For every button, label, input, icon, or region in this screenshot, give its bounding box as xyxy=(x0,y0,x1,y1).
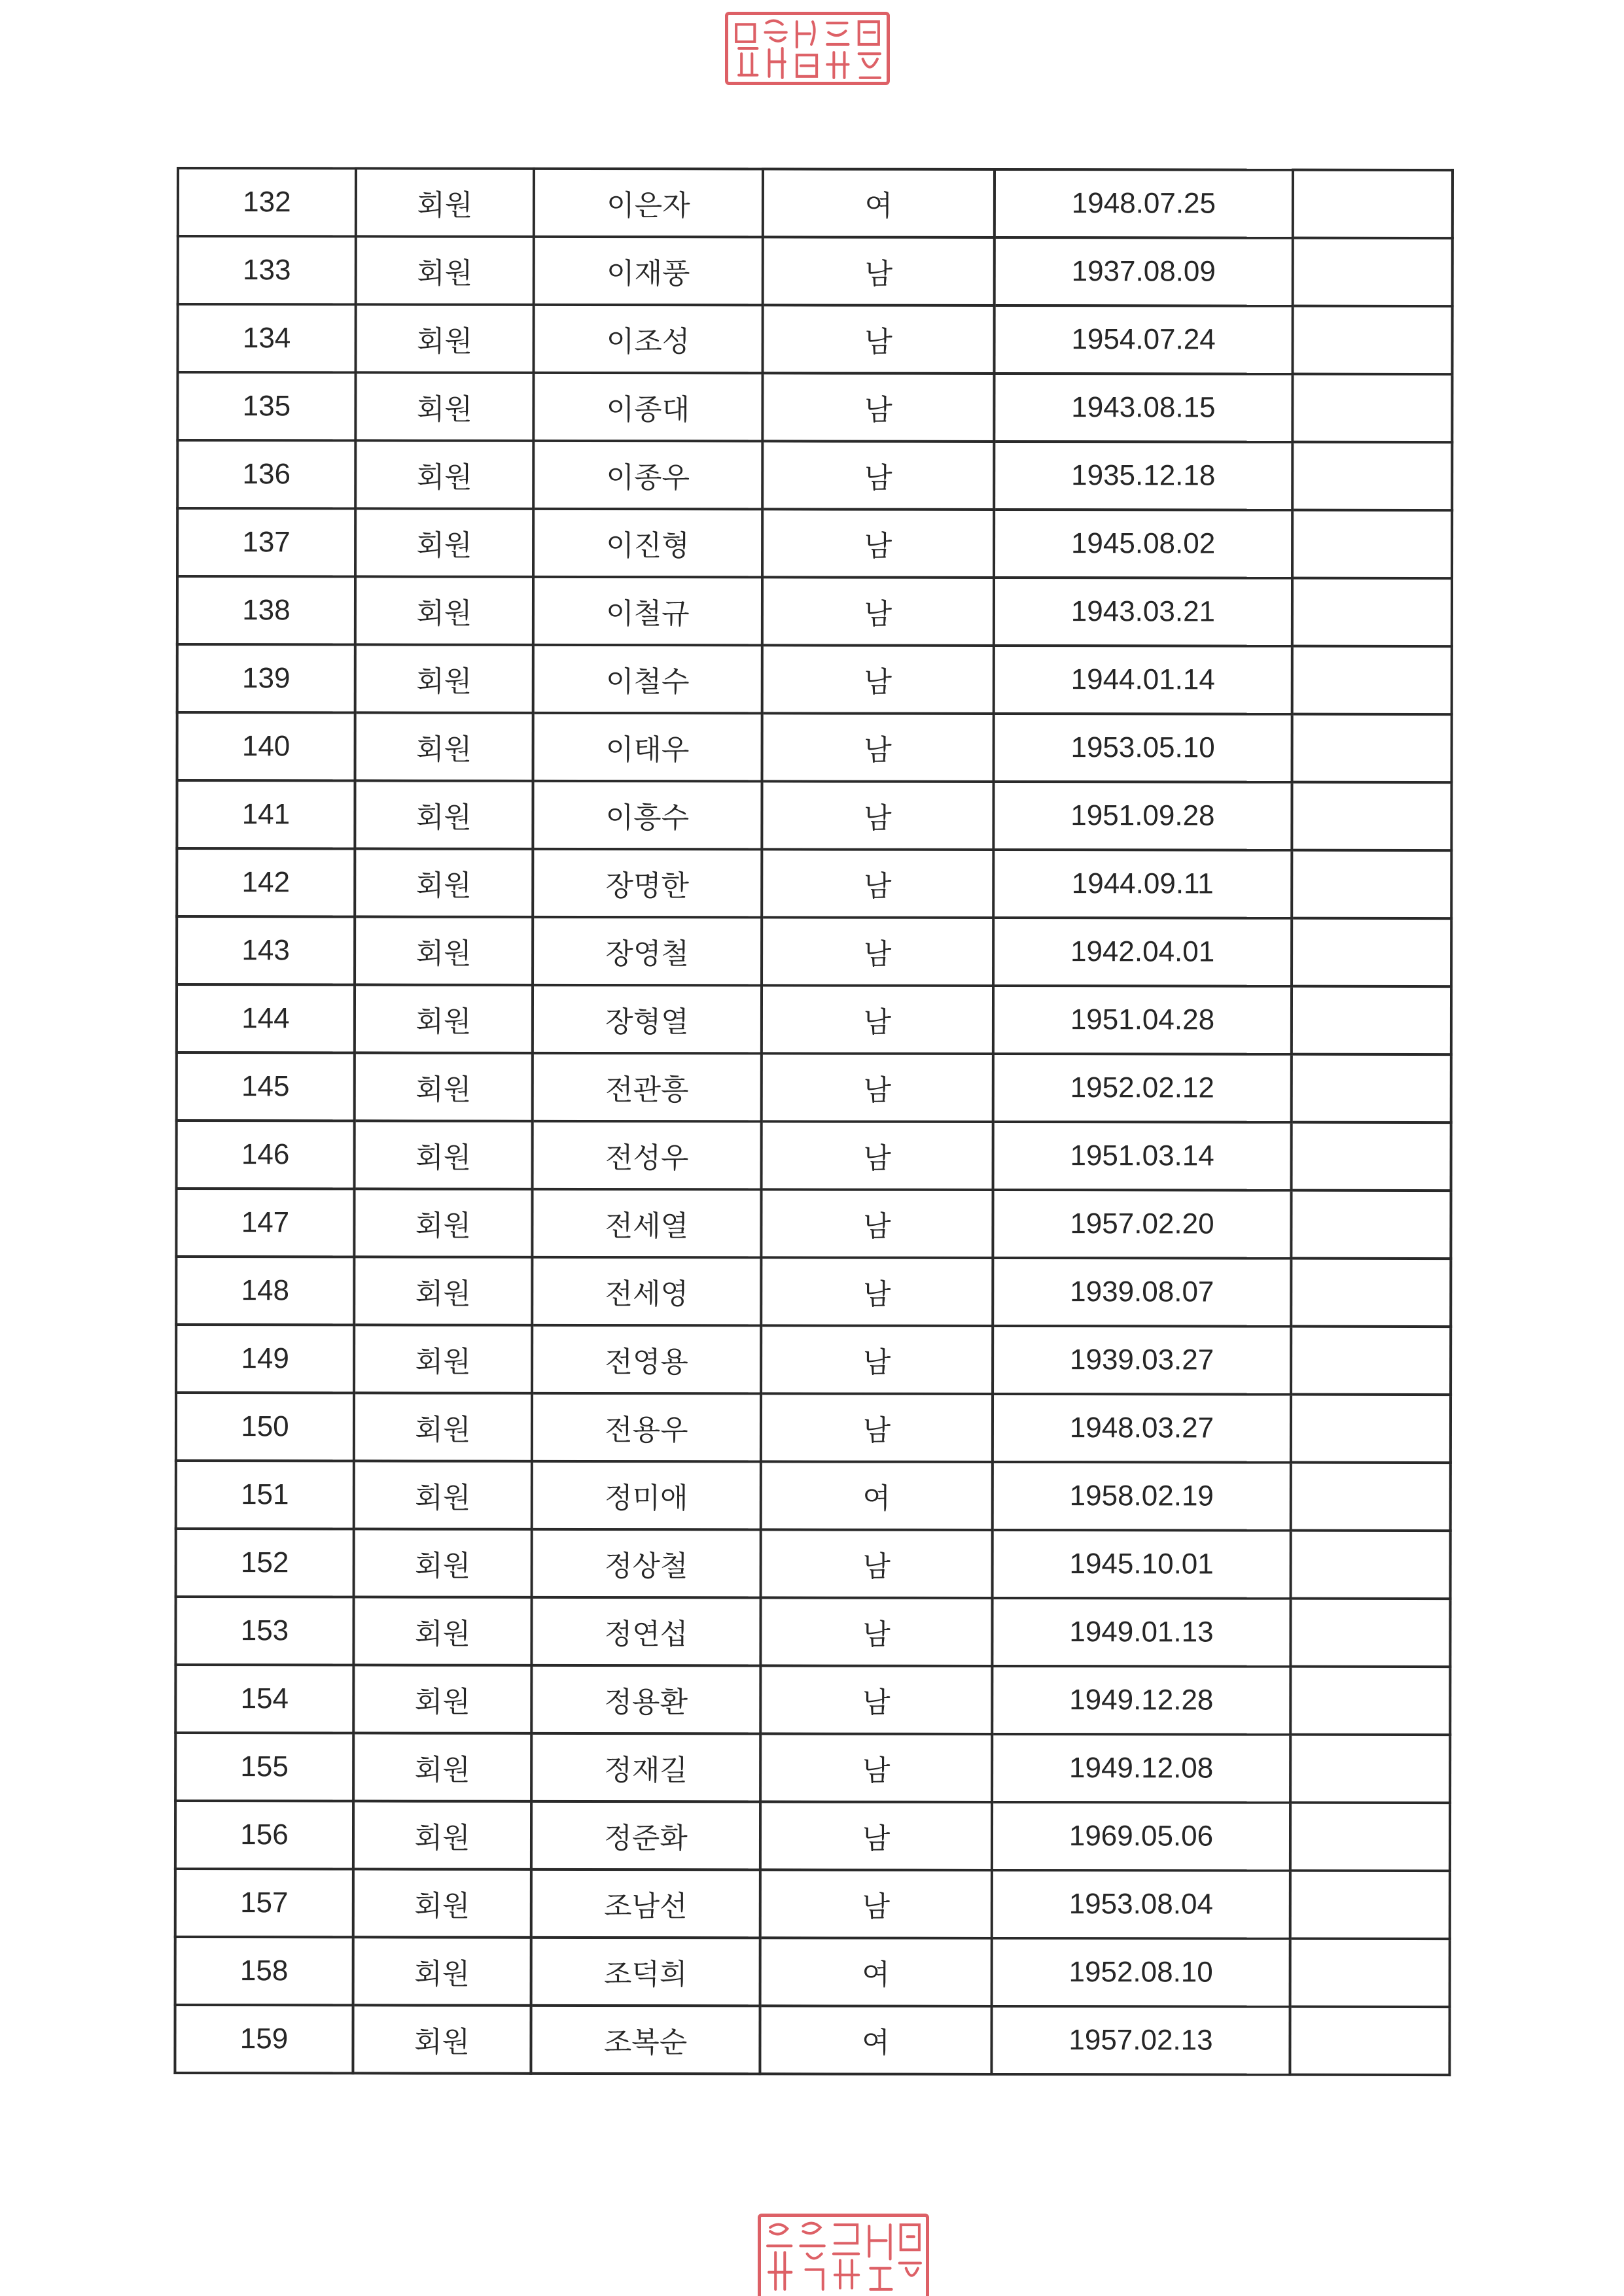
cell-number: 143 xyxy=(177,916,355,984)
cell-name: 장형열 xyxy=(533,985,762,1054)
table-row xyxy=(176,1529,1451,1599)
cell-number: 135 xyxy=(177,372,355,440)
cell-number: 136 xyxy=(177,440,355,508)
cell-membership-type: 회원 xyxy=(354,1529,532,1597)
cell-name: 이철규 xyxy=(533,577,762,646)
table-row xyxy=(177,1121,1451,1191)
table-row xyxy=(176,1257,1451,1327)
cell-gender: 남 xyxy=(761,1257,993,1326)
cell-number: 157 xyxy=(175,1869,353,1937)
cell-number: 132 xyxy=(178,168,356,236)
cell-gender: 남 xyxy=(762,985,993,1054)
red-seal-stamp-icon xyxy=(725,12,890,85)
cell-birth-date: 1944.01.14 xyxy=(994,646,1292,714)
table-row xyxy=(178,304,1453,374)
cell-gender: 여 xyxy=(763,169,995,237)
table-row xyxy=(177,644,1452,714)
cell-remarks xyxy=(1290,1667,1450,1735)
cell-membership-type: 회원 xyxy=(353,1937,531,2005)
cell-membership-type: 회원 xyxy=(354,1393,532,1461)
cell-birth-date: 1953.05.10 xyxy=(994,714,1292,782)
cell-membership-type: 회원 xyxy=(355,848,533,916)
cell-name: 이재풍 xyxy=(534,237,763,305)
cell-remarks xyxy=(1291,1327,1451,1395)
cell-membership-type: 회원 xyxy=(355,984,533,1052)
cell-gender: 남 xyxy=(762,1053,993,1122)
cell-remarks xyxy=(1292,986,1451,1054)
cell-number: 150 xyxy=(176,1393,354,1461)
cell-name: 정준화 xyxy=(531,1801,760,1870)
cell-remarks xyxy=(1291,1463,1451,1531)
cell-birth-date: 1951.04.28 xyxy=(993,986,1292,1054)
table-row xyxy=(177,848,1451,918)
cell-gender: 남 xyxy=(763,305,995,374)
member-table xyxy=(173,167,1454,2076)
cell-gender: 남 xyxy=(762,1121,993,1190)
cell-birth-date: 1949.12.08 xyxy=(992,1734,1290,1803)
cell-number: 152 xyxy=(176,1529,354,1597)
cell-membership-type: 회원 xyxy=(355,508,533,576)
member-table-body xyxy=(175,168,1453,2075)
cell-remarks xyxy=(1292,918,1451,986)
table-row xyxy=(177,984,1451,1054)
cell-remarks xyxy=(1293,238,1453,306)
cell-gender: 남 xyxy=(761,1325,993,1394)
cell-gender: 남 xyxy=(762,373,994,442)
cell-number: 141 xyxy=(177,780,355,848)
table-row xyxy=(178,236,1453,306)
cell-name: 전영용 xyxy=(532,1325,761,1394)
cell-gender: 남 xyxy=(762,645,994,714)
cell-name: 조덕희 xyxy=(531,1938,760,2006)
cell-name: 이은자 xyxy=(534,169,763,237)
cell-birth-date: 1957.02.20 xyxy=(993,1190,1291,1259)
stamp-bottom-glyphs xyxy=(761,2217,926,2296)
cell-birth-date: 1951.09.28 xyxy=(993,782,1292,850)
cell-name: 조복순 xyxy=(531,2006,760,2074)
cell-birth-date: 1957.02.13 xyxy=(991,2006,1290,2075)
cell-number: 137 xyxy=(177,508,355,576)
cell-birth-date: 1949.12.28 xyxy=(992,1666,1290,1735)
cell-membership-type: 회원 xyxy=(355,712,533,780)
cell-remarks xyxy=(1292,510,1452,578)
cell-remarks xyxy=(1291,1191,1451,1259)
cell-gender: 남 xyxy=(761,1529,993,1598)
cell-membership-type: 회원 xyxy=(353,1869,531,1937)
cell-number: 158 xyxy=(175,1937,353,2005)
cell-name: 이조성 xyxy=(534,305,763,374)
cell-number: 139 xyxy=(177,644,355,712)
cell-name: 장영철 xyxy=(533,917,762,986)
cell-membership-type: 회원 xyxy=(356,236,534,304)
cell-remarks xyxy=(1292,850,1451,918)
cell-remarks xyxy=(1293,306,1453,374)
table-row xyxy=(175,1869,1450,1939)
cell-birth-date: 1969.05.06 xyxy=(992,1802,1290,1871)
cell-name: 이종대 xyxy=(533,373,762,442)
cell-gender: 여 xyxy=(760,1938,992,2006)
stamp-top-glyphs xyxy=(728,15,887,82)
cell-birth-date: 1943.03.21 xyxy=(994,578,1292,646)
cell-membership-type: 회원 xyxy=(356,304,534,372)
cell-number: 138 xyxy=(177,576,355,644)
cell-remarks xyxy=(1292,1122,1451,1191)
cell-gender: 남 xyxy=(762,781,993,850)
table-row xyxy=(175,1801,1450,1871)
cell-name: 정미애 xyxy=(532,1461,761,1530)
table-row xyxy=(175,2005,1449,2075)
cell-birth-date: 1958.02.19 xyxy=(993,1462,1291,1531)
cell-birth-date: 1954.07.24 xyxy=(995,305,1293,374)
cell-name: 전용우 xyxy=(532,1393,761,1462)
table-row xyxy=(178,168,1453,238)
cell-gender: 여 xyxy=(761,1461,993,1530)
cell-number: 153 xyxy=(175,1597,353,1665)
cell-birth-date: 1948.03.27 xyxy=(993,1394,1291,1463)
cell-remarks xyxy=(1291,1259,1451,1327)
cell-gender: 남 xyxy=(760,1870,992,1938)
table-row xyxy=(177,712,1452,782)
cell-number: 134 xyxy=(178,304,356,372)
cell-membership-type: 회원 xyxy=(354,1257,532,1325)
cell-remarks xyxy=(1290,1735,1450,1803)
cell-gender: 남 xyxy=(762,713,994,782)
cell-remarks xyxy=(1291,1531,1451,1599)
cell-name: 장명한 xyxy=(533,849,762,918)
cell-birth-date: 1935.12.18 xyxy=(994,442,1292,510)
cell-birth-date: 1937.08.09 xyxy=(995,237,1293,306)
cell-remarks xyxy=(1292,646,1452,714)
cell-membership-type: 회원 xyxy=(353,1665,531,1733)
cell-name: 이철수 xyxy=(533,645,762,714)
cell-name: 이진형 xyxy=(533,509,762,578)
cell-birth-date: 1945.08.02 xyxy=(994,510,1292,578)
cell-gender: 여 xyxy=(760,2006,991,2074)
cell-remarks xyxy=(1290,1599,1450,1667)
cell-birth-date: 1939.03.27 xyxy=(993,1326,1291,1395)
cell-gender: 남 xyxy=(760,1597,992,1666)
cell-remarks xyxy=(1292,578,1452,646)
cell-gender: 남 xyxy=(762,917,993,986)
cell-gender: 남 xyxy=(763,237,995,305)
table-row xyxy=(177,1052,1451,1122)
cell-membership-type: 회원 xyxy=(353,1597,531,1665)
cell-birth-date: 1942.04.01 xyxy=(993,918,1292,986)
table-row xyxy=(175,1665,1450,1735)
cell-membership-type: 회원 xyxy=(355,440,533,508)
cell-remarks xyxy=(1292,714,1452,782)
table-row xyxy=(176,1325,1451,1395)
cell-number: 145 xyxy=(177,1052,355,1121)
cell-gender: 남 xyxy=(762,509,994,578)
cell-membership-type: 회원 xyxy=(353,1733,531,1801)
cell-membership-type: 회원 xyxy=(354,1325,532,1393)
cell-remarks xyxy=(1292,1054,1451,1122)
cell-name: 전성우 xyxy=(533,1121,762,1190)
cell-name: 전관흥 xyxy=(533,1053,762,1122)
table-row xyxy=(175,1937,1450,2007)
table-row xyxy=(177,440,1452,510)
cell-membership-type: 회원 xyxy=(355,576,533,644)
cell-remarks xyxy=(1292,374,1452,442)
red-seal-stamp-icon xyxy=(758,2214,929,2296)
table-row xyxy=(175,1597,1450,1667)
table-row xyxy=(177,372,1452,442)
cell-gender: 남 xyxy=(760,1733,992,1802)
cell-birth-date: 1949.01.13 xyxy=(992,1598,1290,1667)
table-row xyxy=(177,576,1452,646)
cell-membership-type: 회원 xyxy=(355,1121,533,1189)
cell-gender: 남 xyxy=(760,1665,992,1734)
cell-gender: 남 xyxy=(761,1393,993,1462)
cell-name: 정재길 xyxy=(531,1733,760,1802)
cell-membership-type: 회원 xyxy=(353,2005,531,2073)
table-row xyxy=(177,508,1452,578)
cell-name: 정용환 xyxy=(531,1665,760,1734)
cell-name: 이종우 xyxy=(533,441,762,510)
cell-number: 144 xyxy=(177,984,355,1052)
cell-number: 149 xyxy=(176,1325,354,1393)
cell-remarks xyxy=(1290,1939,1450,2007)
cell-membership-type: 회원 xyxy=(353,1801,531,1869)
table-row xyxy=(176,1393,1451,1463)
cell-remarks xyxy=(1290,1803,1450,1871)
cell-gender: 남 xyxy=(762,577,994,646)
cell-name: 이흥수 xyxy=(533,781,762,850)
cell-birth-date: 1945.10.01 xyxy=(993,1530,1291,1599)
cell-membership-type: 회원 xyxy=(356,168,534,236)
cell-number: 154 xyxy=(175,1665,353,1733)
cell-gender: 남 xyxy=(760,1801,992,1870)
cell-number: 133 xyxy=(178,236,356,304)
cell-number: 151 xyxy=(176,1461,354,1529)
table-row xyxy=(177,916,1451,986)
cell-number: 147 xyxy=(176,1189,354,1257)
cell-gender: 남 xyxy=(761,1189,993,1258)
cell-gender: 남 xyxy=(762,441,994,510)
table-row xyxy=(175,1733,1450,1803)
cell-remarks xyxy=(1290,1871,1450,1939)
cell-birth-date: 1948.07.25 xyxy=(995,169,1293,238)
cell-number: 142 xyxy=(177,848,355,916)
cell-birth-date: 1952.02.12 xyxy=(993,1054,1292,1122)
cell-name: 전세열 xyxy=(532,1189,761,1258)
cell-membership-type: 회원 xyxy=(354,1189,532,1257)
cell-remarks xyxy=(1292,442,1452,510)
cell-remarks xyxy=(1293,170,1453,238)
cell-remarks xyxy=(1292,782,1451,850)
cell-name: 정상철 xyxy=(532,1529,761,1598)
cell-name: 조남선 xyxy=(531,1870,760,1938)
cell-birth-date: 1953.08.04 xyxy=(992,1870,1290,1939)
cell-membership-type: 회원 xyxy=(355,1052,533,1121)
cell-number: 146 xyxy=(177,1121,355,1189)
cell-membership-type: 회원 xyxy=(355,644,533,712)
cell-gender: 남 xyxy=(762,849,993,918)
cell-birth-date: 1944.09.11 xyxy=(993,850,1292,918)
table-row xyxy=(177,780,1451,850)
cell-name: 전세영 xyxy=(532,1257,761,1326)
cell-number: 156 xyxy=(175,1801,353,1869)
table-row xyxy=(176,1461,1451,1531)
cell-number: 155 xyxy=(175,1733,353,1801)
cell-membership-type: 회원 xyxy=(355,372,533,440)
cell-membership-type: 회원 xyxy=(355,780,533,848)
cell-name: 이태우 xyxy=(533,713,762,782)
cell-number: 159 xyxy=(175,2005,353,2073)
cell-birth-date: 1952.08.10 xyxy=(992,1938,1290,2007)
cell-birth-date: 1939.08.07 xyxy=(993,1258,1291,1327)
cell-name: 정연섭 xyxy=(531,1597,760,1666)
cell-membership-type: 회원 xyxy=(355,916,533,984)
cell-birth-date: 1943.08.15 xyxy=(994,374,1292,442)
cell-remarks xyxy=(1291,1395,1451,1463)
cell-remarks xyxy=(1290,2007,1449,2075)
cell-membership-type: 회원 xyxy=(354,1461,532,1529)
cell-number: 140 xyxy=(177,712,355,780)
table-row xyxy=(176,1189,1451,1259)
cell-number: 148 xyxy=(176,1257,354,1325)
cell-birth-date: 1951.03.14 xyxy=(993,1122,1292,1191)
